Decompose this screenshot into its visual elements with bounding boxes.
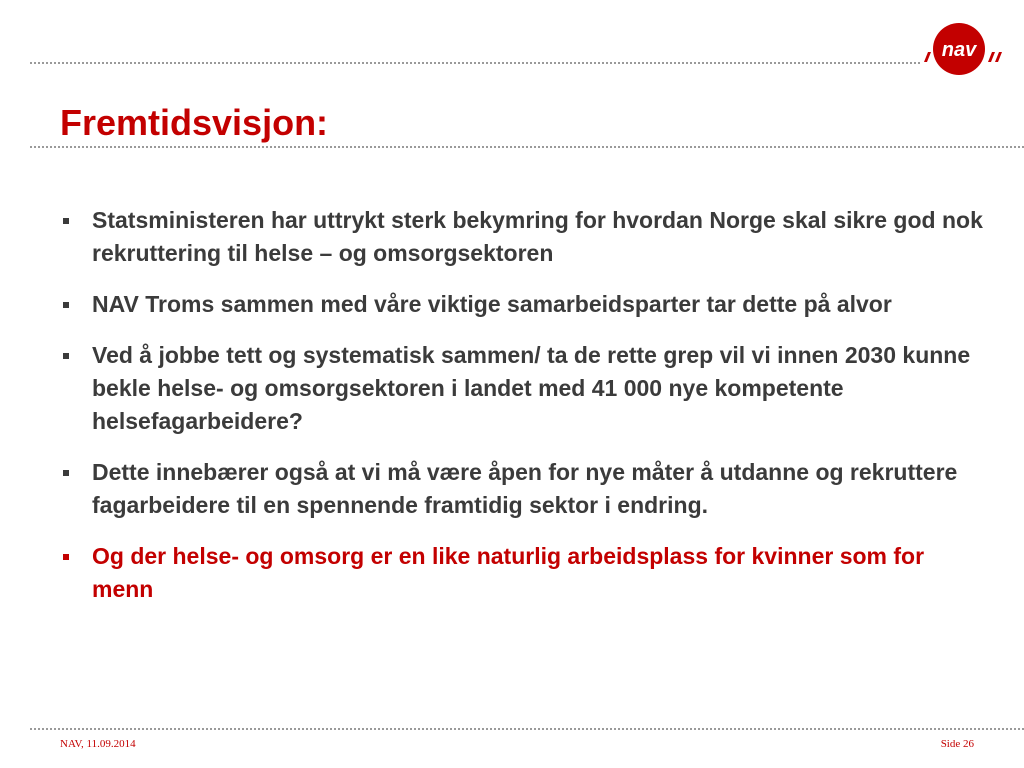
bullet-text: Og der helse- og omsorg er en like naturlig arbeidsplass for kvinner som for menn: [92, 543, 925, 602]
bullet-item: [60, 339, 990, 438]
bullet-item: [60, 204, 990, 270]
bullet-marker-icon: [63, 470, 69, 476]
logo-text: nav: [941, 39, 977, 61]
bullet-marker-icon: [63, 302, 69, 308]
bullet-marker-icon: [63, 218, 69, 224]
bullet-item: [60, 288, 990, 321]
bullet-text: Dette innebærer også at vi må være åpen for nye måter å utdanne og rekruttere fagarbeidere til en spennende framtidig sektor i endring.: [92, 459, 958, 518]
page-number: Side 26: [940, 738, 974, 750]
nav-logo-icon: [922, 22, 1004, 78]
slide-title: Fremtidsvisjon:: [60, 102, 329, 143]
bullet-list: [60, 204, 990, 624]
bullet-marker-icon: [63, 554, 69, 560]
title-divider: [30, 146, 1024, 148]
footer-divider: [30, 728, 1024, 730]
top-divider: [30, 62, 920, 64]
bullet-text: Statsministeren har uttrykt sterk bekymring for hvordan Norge skal sikre god nok rekruttering til helse – og omsorgsektoren: [92, 207, 983, 266]
bullet-marker-icon: [63, 353, 69, 359]
bullet-text: NAV Troms sammen med våre viktige samarbeidsparter tar dette på alvor: [92, 291, 892, 317]
bullet-item: [60, 456, 990, 522]
bullet-item-highlight: [60, 540, 990, 606]
footer-org-date: NAV, 11.09.2014: [60, 738, 136, 750]
bullet-text: Ved å jobbe tett og systematisk sammen/ ta de rette grep vil vi innen 2030 kunne bekle helse- og omsorgsektoren i landet med 41 000 nye kompetente helsefagarbeidere?: [92, 342, 971, 434]
